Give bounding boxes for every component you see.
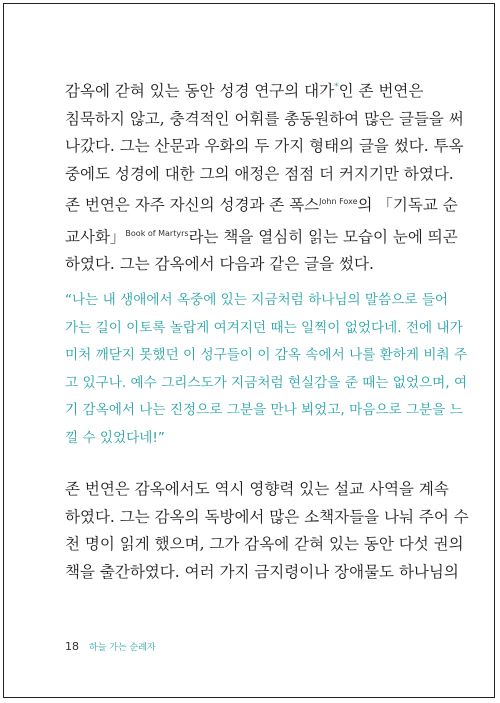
english-gloss: Book of Martyrs bbox=[125, 228, 189, 238]
quote-line: 가는 길이 이토록 놀랍게 여겨지던 때는 일찍이 없었다네. 전에 내가 bbox=[65, 319, 463, 336]
quote-line: “나는 내 생애에서 옥중에 있는 지금처럼 하나님의 말씀으로 들어 bbox=[65, 292, 449, 308]
paragraph-line: 침묵하지 않고, 충격적인 어휘를 총동원하여 많은 글들을 써 bbox=[65, 109, 464, 128]
running-title: 하늘 가는 순례자 bbox=[89, 643, 156, 653]
page-footer bbox=[65, 640, 156, 653]
english-gloss: John Foxe bbox=[319, 197, 358, 206]
paragraph-line: 존 번연은 자주 자신의 성경과 존 폭스$^{John Foxe}$의 「기독교 순 bbox=[65, 196, 458, 214]
quote-line: 고 있구나. 예수 그리스도가 지금처럼 현실감을 준 때는 없었으며, 여 bbox=[65, 374, 468, 391]
body-paragraph-1 bbox=[65, 74, 464, 279]
paragraph-line: 책을 출간하였다. 여러 가지 금지령이나 장애물도 하나님의 bbox=[65, 562, 459, 581]
quote-line: 낄 수 있었다네!” bbox=[65, 429, 165, 446]
body-paragraph-2 bbox=[65, 476, 469, 586]
block-quote bbox=[65, 287, 468, 453]
paragraph-line: 천 명이 읽게 했으며, 그가 감옥에 갇혀 있는 동안 다섯 권의 bbox=[65, 535, 464, 553]
paragraph-line: 하였다. 그는 감옥에서 다음과 같은 글을 썼다. bbox=[65, 255, 374, 273]
footnote-marker: * bbox=[334, 82, 339, 92]
page-number: 18 bbox=[65, 640, 79, 653]
quote-line: 기 감옥에서 나는 진정으로 그분을 만나 뵈었고, 마음으로 그분을 느 bbox=[65, 402, 463, 419]
paragraph-line: 존 번연은 감옥에서도 역시 영향력 있는 설교 사역을 계속 bbox=[65, 480, 449, 498]
paragraph-line: 나갔다. 그는 산문과 우화의 두 가지 형태의 글을 썼다. 투옥 bbox=[65, 137, 464, 155]
paragraph-line: 하였다. 그는 감옥의 독방에서 많은 소책자들을 나눠 주어 수 bbox=[65, 507, 469, 526]
paragraph-line: 감옥에 갇혀 있는 동안 성경 연구의 대가*인 존 번연은 bbox=[65, 82, 424, 100]
paragraph-line: 중에도 성경에 대한 그의 애정은 점점 더 커지기만 하였다. bbox=[65, 164, 454, 183]
paragraph-line: 교사화」$^{Book of Martyrs}$라는 책을 열심히 읽는 모습이 눈에 띄곤 bbox=[65, 227, 458, 246]
quote-line: 미처 깨닫지 못했던 이 성구들이 이 감옥 속에서 나를 환하게 비춰 주 bbox=[65, 347, 468, 364]
